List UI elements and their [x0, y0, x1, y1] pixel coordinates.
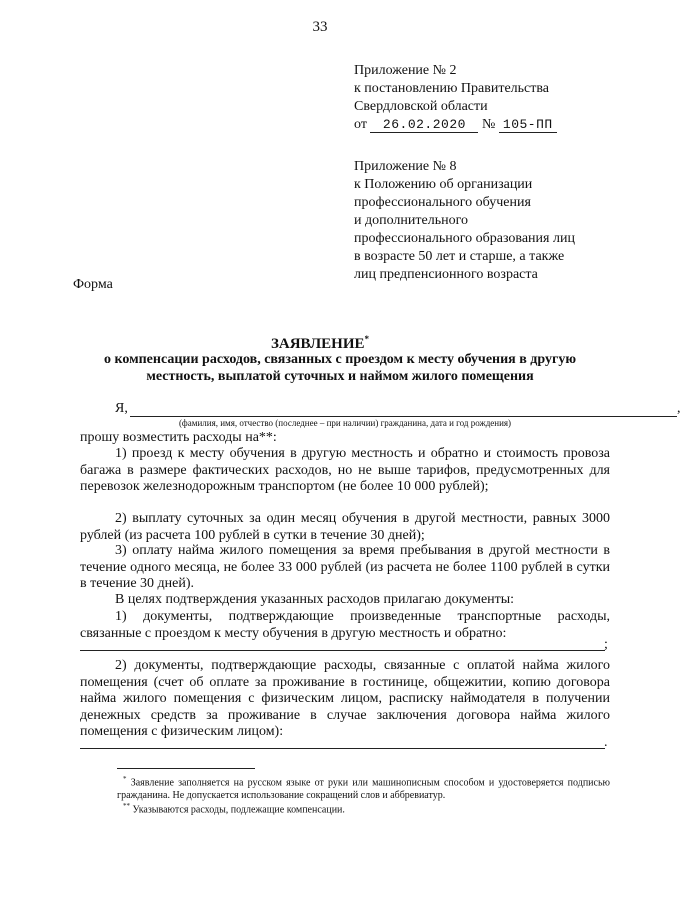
footnote-1-mark: * — [123, 775, 127, 783]
appendix-8-line3: профессионального обучения — [354, 195, 531, 210]
documents-intro: В целях подтверждения указанных расходов прилагаю документы: — [115, 592, 515, 607]
appendix-8-line6: в возрасте 50 лет и старше, а также — [354, 249, 565, 264]
document-subtitle: о компенсации расходов, связанных с проездом к месту обучения в другую местность, выплатой суточных и наймом жилого помещения — [103, 352, 577, 384]
footnote-1 — [117, 773, 610, 802]
document-1-fill-line[interactable] — [80, 650, 605, 651]
title-footnote-mark: * — [364, 334, 370, 344]
applicant-field-hint: (фамилия, имя, отчество (последнее – при наличии) гражданина, дата и год рождения) — [178, 418, 512, 428]
document-item-2: 2) документы, подтверждающие расходы, связанные с оплатой найма жилого помещения (счет об оплате за проживание в гостинице, общежитии, копию договора найма жилого помещения с физическим лицом, расписку наймодателя в получении денежных средств за проживание в случае заключения договора найма жилого помещения с физическим лицом): — [80, 658, 610, 739]
document-2-end-mark: . — [604, 735, 608, 750]
appendix-8-line2: к Положению об организации — [354, 177, 533, 192]
footnote-2 — [117, 800, 610, 816]
expense-item-1: 1) проезд к месту обучения в другую местность и обратно и стоимость провоза багажа в размере фактических расходов, но не выше тарифов, предусмотренных для перевозок железнодорожным транспортом (не более 10 000 рублей); — [80, 446, 610, 494]
appendix-2-block — [354, 62, 557, 134]
expense-item-3: 3) оплату найма жилого помещения за время пребывания в другой местности в течение одного месяца, не более 33 000 рублей (из расчета не более 1100 рублей в сутки в течение 30 дней). — [80, 543, 610, 591]
footnote-2-text: Указываются расходы, подлежащие компенсации. — [132, 804, 345, 816]
form-label: Форма — [73, 277, 113, 292]
applicant-name-field[interactable] — [130, 416, 677, 417]
footnote-separator — [117, 768, 255, 769]
date-prefix: от — [354, 117, 367, 132]
appendix-2-date-line — [354, 116, 557, 134]
request-text: прошу возместить расходы на**: — [80, 430, 277, 445]
applicant-comma: , — [677, 401, 681, 416]
appendix-8-line4: и дополнительного — [354, 213, 468, 228]
number-prefix: № — [481, 117, 496, 132]
appendix-8-line7: лиц предпенсионного возраста — [354, 267, 538, 282]
expense-item-2: 2) выплату суточных за один месяц обучения в другой местности, равных 3000 рублей (из расчета 100 рублей в сутки в течение 30 дней); — [80, 511, 610, 543]
appendix-8-line1: Приложение № 8 — [354, 159, 457, 174]
document-item-1: 1) документы, подтверждающие произведенные транспортные расходы, связанные с проездом к месту обучения в другую местность и обратно: — [80, 609, 610, 641]
page-number: 33 — [312, 19, 328, 35]
applicant-label: Я, — [115, 401, 128, 416]
title-text: ЗАЯВЛЕНИЕ — [270, 336, 365, 352]
date-value: 26.02.2020 — [370, 118, 478, 133]
document-1-end-mark: ; — [604, 637, 608, 652]
number-value: 105-ПП — [499, 118, 557, 133]
appendix-8-block — [354, 158, 575, 284]
footnote-1-text: Заявление заполняется на русском языке от руки или машинописным способом и удостоверяется подписью гражданина. Не допускается использование сокращений слов и аббревиатур. — [117, 777, 611, 802]
footnote-2-mark: ** — [123, 802, 130, 810]
appendix-2-line3: Свердловской области — [354, 99, 488, 114]
document-2-fill-line[interactable] — [80, 748, 605, 749]
appendix-2-line1: Приложение № 2 — [354, 63, 457, 78]
appendix-2-line2: к постановлению Правительства — [354, 81, 550, 96]
appendix-8-line5: профессионального образования лиц — [354, 231, 575, 246]
